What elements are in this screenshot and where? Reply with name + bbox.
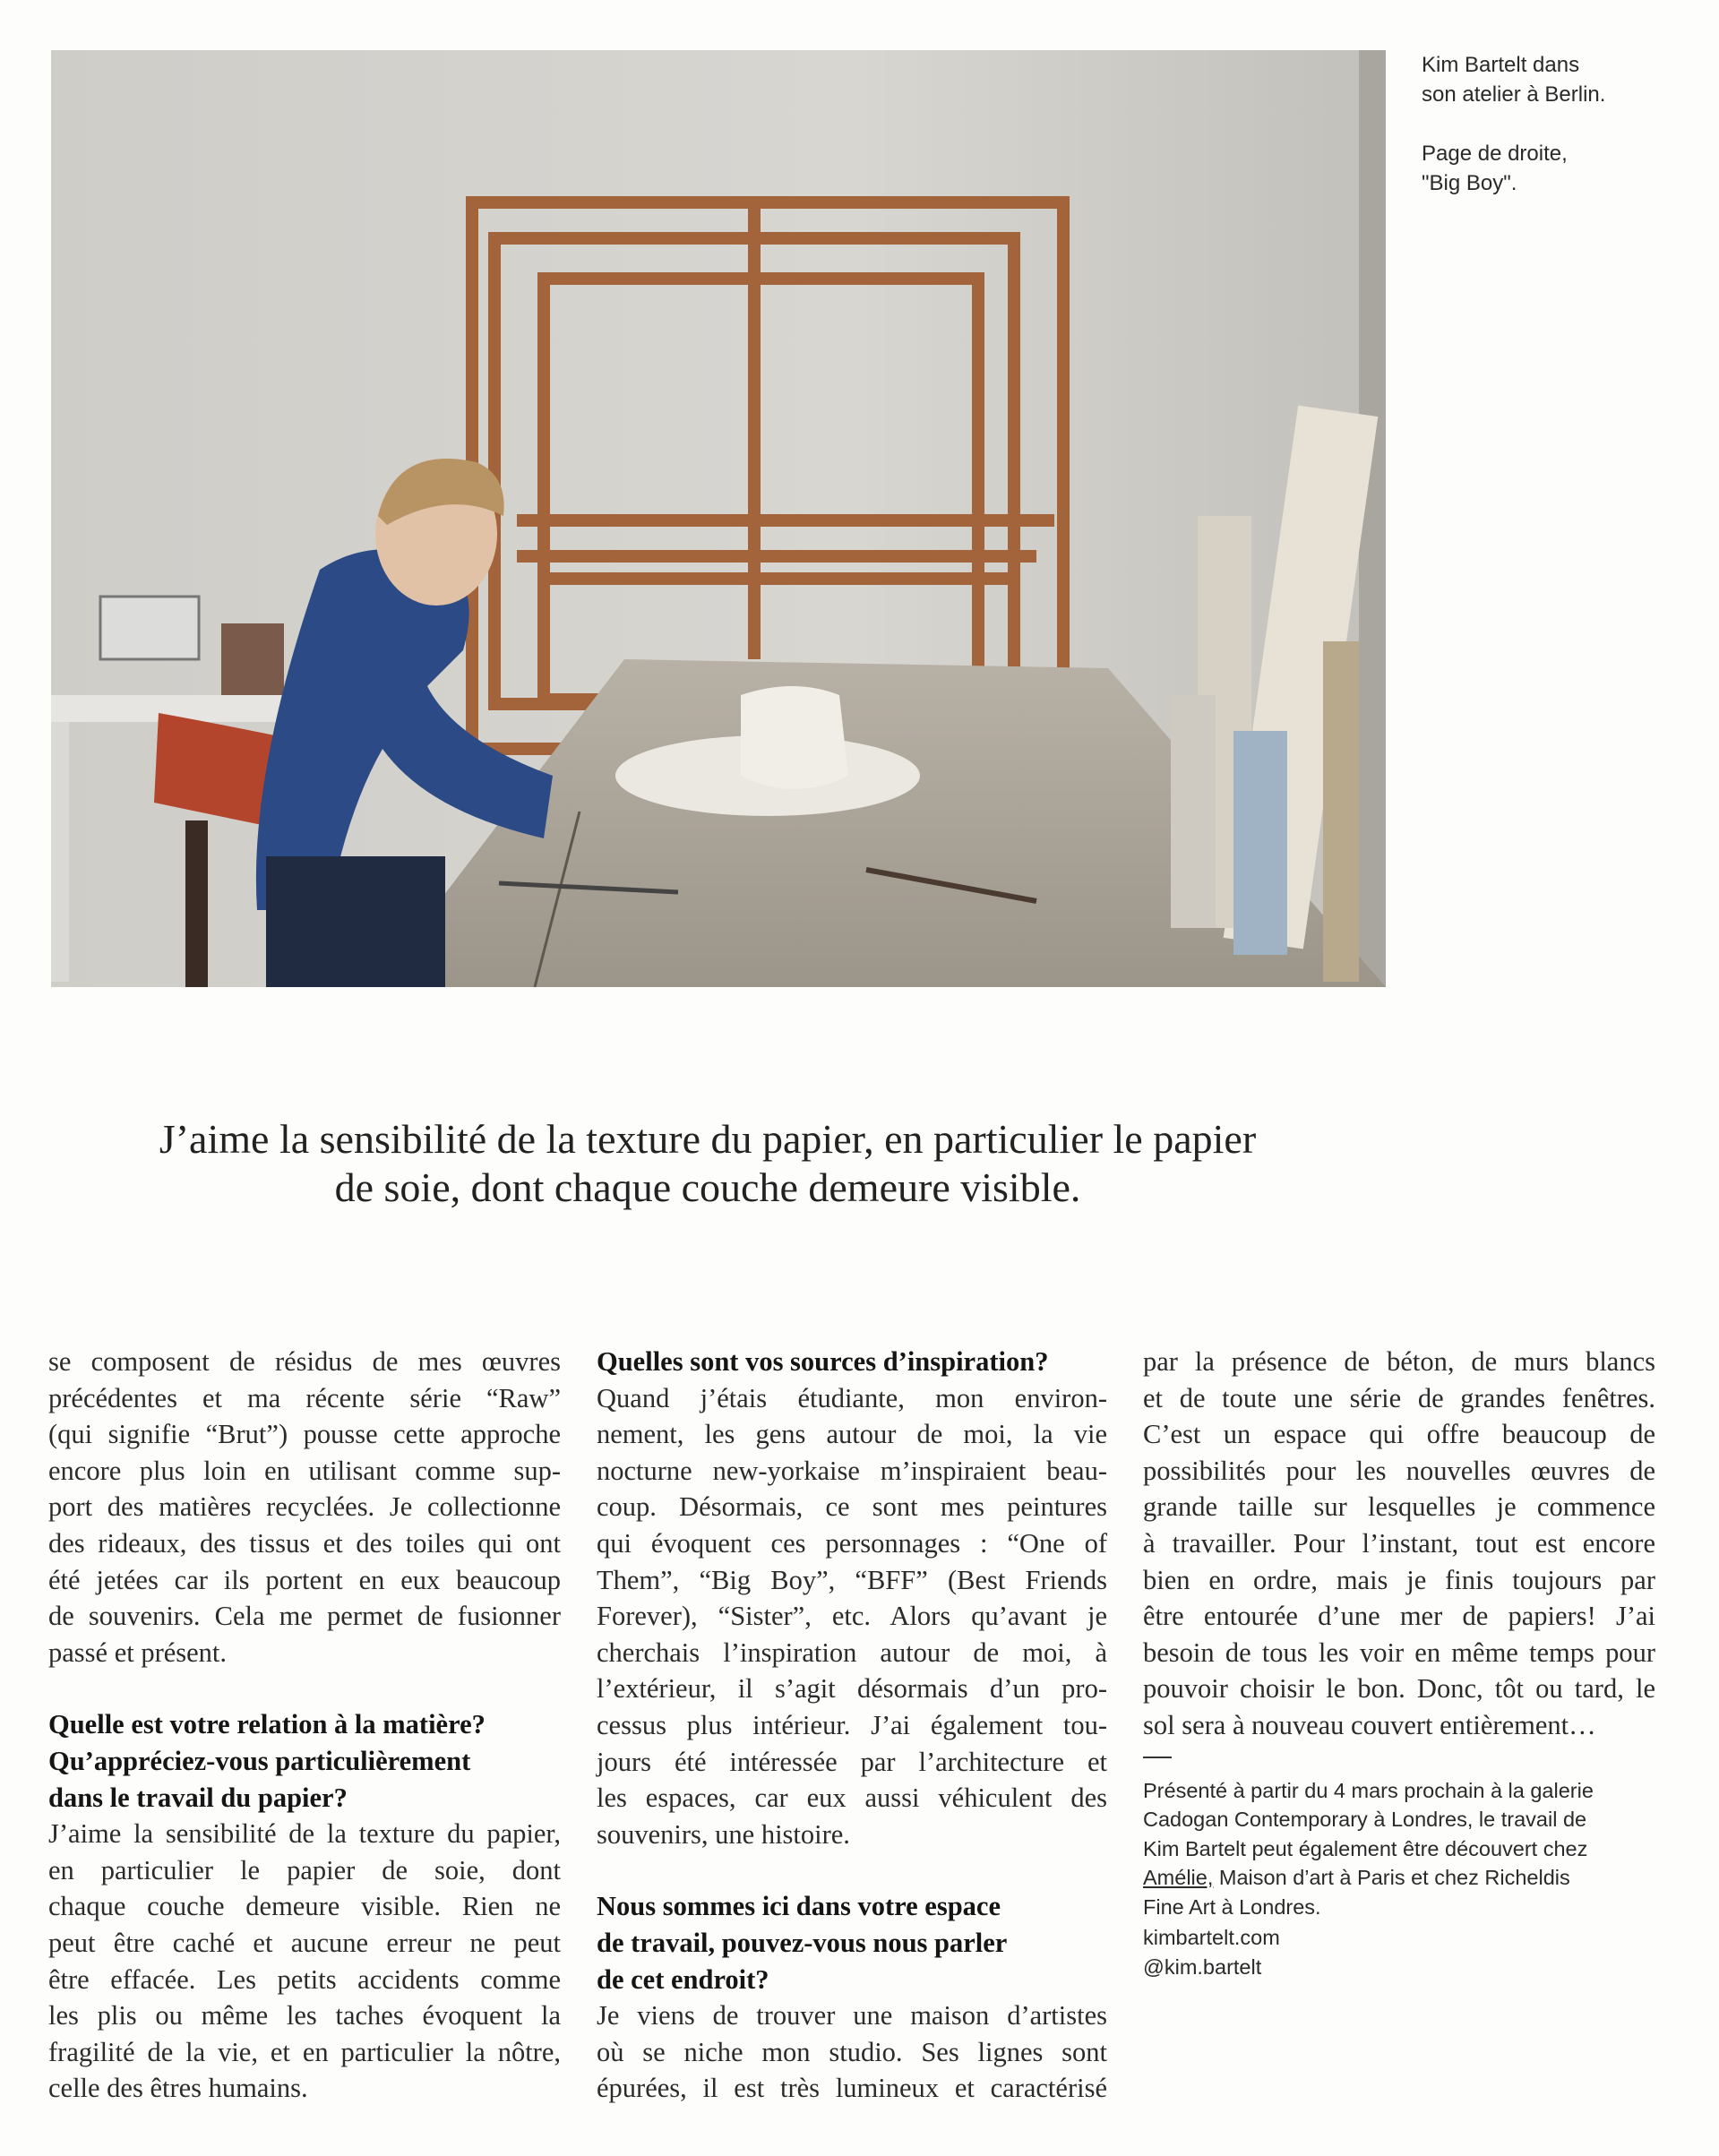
text-line: être entourée d’une mer de papiers! J’ai xyxy=(1143,1601,1655,1632)
separator-dash xyxy=(1143,1757,1172,1758)
question-line: Nous sommes ici dans votre espace xyxy=(597,1891,1001,1922)
text-line: grande taille sur lesquelles je commence xyxy=(1143,1491,1655,1523)
instagram-handle[interactable]: @kim.bartelt xyxy=(1143,1954,1262,1979)
paragraph xyxy=(597,1380,1107,1853)
text-line: J’aime la sensibilité de la texture du papier, xyxy=(48,1818,561,1850)
website-link[interactable]: kimbartelt.com xyxy=(1143,1926,1280,1950)
text-line: par la présence de béton, de murs blancs xyxy=(1143,1346,1655,1377)
text-line: se composent de résidus de mes œuvres xyxy=(48,1346,561,1377)
text-line: coup. Désormais, ce sont mes peintures xyxy=(597,1491,1107,1523)
text-line: Them”, “Big Boy”, “BFF” (Best Friends xyxy=(597,1564,1107,1595)
paragraph xyxy=(48,1816,561,2107)
text-line: Forever), “Sister”, etc. Alors qu’avant je xyxy=(597,1601,1107,1632)
text-line: Quand j’étais étudiante, mon environ- xyxy=(597,1382,1107,1413)
amelie-link[interactable]: Amélie, xyxy=(1143,1866,1214,1890)
text-line: cherchais l’inspiration autour de moi, à xyxy=(597,1636,1107,1668)
pull-quote-line: de soie, dont chaque couche demeure visible. xyxy=(334,1164,1081,1210)
text-line: bien en ordre, mais je finis toujours par xyxy=(1143,1564,1655,1595)
pull-quote-line: J’aime la sensibilité de la texture du papier, en particulier le papier xyxy=(159,1116,1257,1162)
text-line: l’extérieur, il s’agit désormais d’un pro- xyxy=(597,1673,1107,1705)
question-line: de travail, pouvez-vous nous parler xyxy=(597,1927,1008,1958)
paragraph xyxy=(48,1344,561,1671)
text-line: nocturne new-yorkaise m’inspiraient beau- xyxy=(597,1455,1107,1486)
caption-line: Page de droite, xyxy=(1422,142,1568,166)
article-column-3 xyxy=(1143,1344,1655,1981)
caption-line: "Big Boy". xyxy=(1422,171,1517,195)
note-line: Fine Art à Londres. xyxy=(1143,1894,1321,1919)
article-column-2 xyxy=(597,1344,1107,2107)
caption-line: Kim Bartelt dans xyxy=(1422,53,1580,77)
text-line: été jetées car ils portent en eux beaucoup xyxy=(48,1564,561,1595)
text-line: passé et présent. xyxy=(48,1636,228,1668)
text-line: nement, les gens autour de moi, la vie xyxy=(597,1419,1107,1450)
text-line: les espaces, car eux aussi véhiculent des xyxy=(597,1782,1107,1814)
speaker xyxy=(100,597,199,659)
text-line: épurées, il est très lumineux et caractérisé xyxy=(597,2073,1107,2104)
text-line: peut être caché et aucune erreur ne peut xyxy=(48,1927,561,1958)
note-line: Présenté à partir du 4 mars prochain à la galerie xyxy=(1143,1778,1594,1802)
text-line: de souvenirs. Cela me permet de fusionner xyxy=(48,1601,561,1632)
text-line: à travailler. Pour l’instant, tout est encore xyxy=(1143,1527,1655,1559)
note-line: Kim Bartelt peut également être découvert chez xyxy=(1143,1836,1588,1860)
text-line: précédentes et ma récente série “Raw” xyxy=(48,1382,561,1413)
question-line: de cet endroit? xyxy=(597,1963,769,1995)
note-line xyxy=(1143,1863,1655,1893)
question-line: Qu’appréciez-vous particulièrement xyxy=(48,1745,471,1776)
text-line: pouvoir choisir le bon. Donc, tôt ou tard, le xyxy=(1143,1673,1655,1705)
text-line: Je viens de trouver une maison d’artistes xyxy=(597,2000,1107,2031)
paragraph xyxy=(597,1997,1107,2107)
interview-question xyxy=(48,1706,561,1816)
text-line: des rideaux, des tissus et des toiles qui ont xyxy=(48,1527,561,1559)
text-line: en particulier le papier de soie, dont xyxy=(48,1854,561,1885)
question-line: Quelles sont vos sources d’inspiration? xyxy=(597,1346,1049,1377)
text-line: être effacée. Les petits accidents comme xyxy=(48,1963,561,1995)
text-line: encore plus loin en utilisant comme sup- xyxy=(48,1455,561,1486)
question-line: Quelle est votre relation à la matière? xyxy=(48,1709,486,1740)
studio-illustration xyxy=(51,50,1386,987)
note-line: Cadogan Contemporary à Londres, le travail de xyxy=(1143,1808,1587,1832)
text-line: cessus plus intérieur. J’ai également tou- xyxy=(597,1709,1107,1740)
photo-caption xyxy=(1422,50,1690,228)
text-line: C’est un espace qui offre beaucoup de xyxy=(1143,1419,1655,1450)
text-line: et de toute une série de grandes fenêtres. xyxy=(1143,1382,1655,1413)
text-line: sol sera à nouveau couvert entièrement… xyxy=(1143,1709,1596,1740)
text-line: fragilité de la vie, et en particulier la nôtre, xyxy=(48,2036,561,2067)
text-line: celle des êtres humains. xyxy=(48,2073,308,2104)
text-line: chaque couche demeure visible. Rien ne xyxy=(48,1891,561,1922)
pull-quote xyxy=(90,1115,1326,1212)
text-line: (qui signifie “Brut”) pousse cette approche xyxy=(48,1419,561,1450)
text-line: besoin de tous les voir en même temps pour xyxy=(1143,1636,1655,1668)
interview-question xyxy=(597,1344,1107,1380)
text-line: les plis ou même les taches évoquent la xyxy=(48,2000,561,2031)
paragraph xyxy=(1143,1344,1655,1744)
note-line-rest: Maison d’art à Paris et chez Richeldis xyxy=(1213,1866,1570,1890)
interview-question xyxy=(597,1888,1107,1997)
exhibition-note xyxy=(1143,1776,1655,1982)
photo-artist-studio xyxy=(51,50,1386,987)
text-line: souvenirs, une histoire. xyxy=(597,1818,850,1850)
text-line: qui évoquent ces personnages : “One of xyxy=(597,1527,1107,1559)
text-line: possibilités pour les nouvelles œuvres de xyxy=(1143,1455,1655,1486)
article-column-1 xyxy=(48,1344,561,2107)
caption-line: son atelier à Berlin. xyxy=(1422,82,1606,107)
text-line: jours été intéressée par l’architecture et xyxy=(597,1746,1107,1777)
text-line: où se niche mon studio. Ses lignes sont xyxy=(597,2036,1107,2067)
question-line: dans le travail du papier? xyxy=(48,1782,348,1813)
text-line: port des matières recyclées. Je collectionne xyxy=(48,1491,561,1523)
